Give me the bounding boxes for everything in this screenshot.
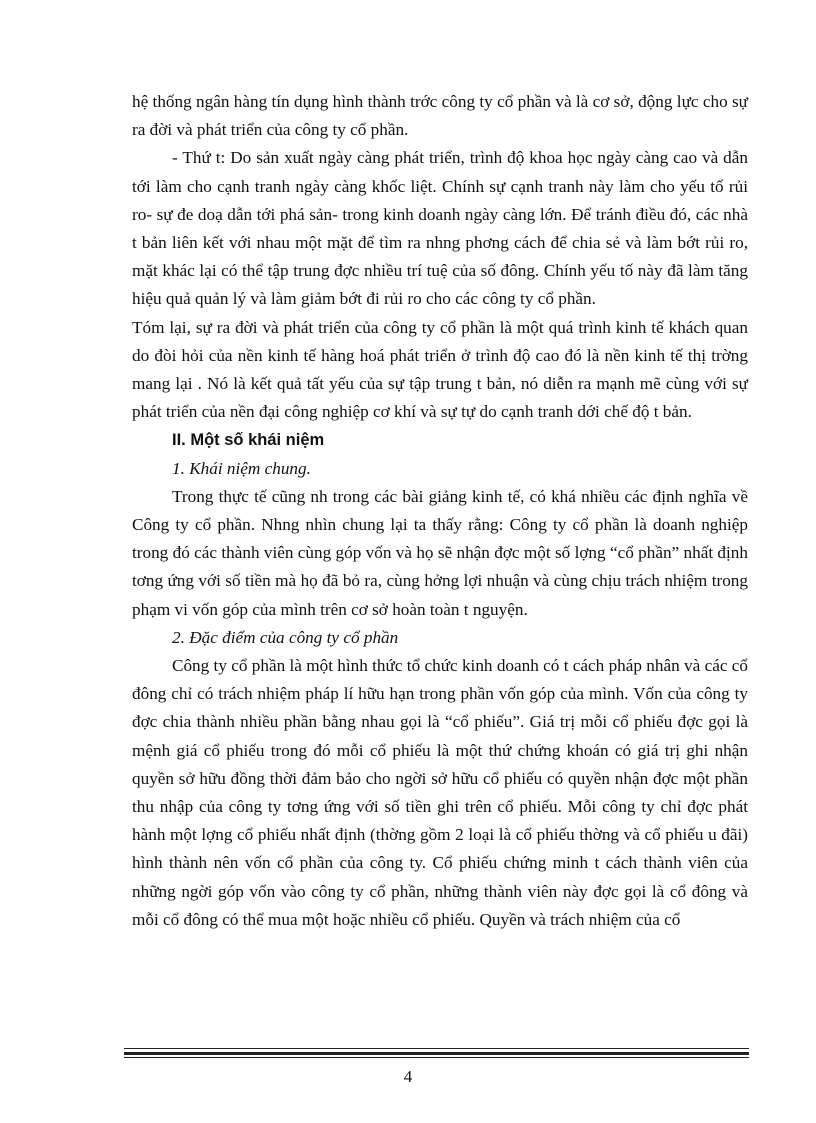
page-number: 4 <box>403 1067 413 1086</box>
paragraph-continuation: hệ thống ngân hàng tín dụng hình thành trớc công ty cổ phần và là cơ sở, động lực cho sự ra đời và phát triển của công ty cổ phần. <box>132 92 748 140</box>
subheading-dac-diem: 2. Đặc điểm của công ty cổ phần <box>172 627 399 647</box>
section-heading: II. Một số khái niệm <box>172 431 325 450</box>
paragraph-definition: Trong thực tế cũng nh trong các bài giảng kinh tế, có khá nhiều các định nghĩa về Công ty cổ phần. Nhng nhìn chung lại ta thấy rằng: Công ty cổ phần là doanh nghiệp trong đó các thành viên cùng góp vốn và họ sẽ nhận đợc một số lợng “cổ phần” nhất định tơng ứng với số tiền mà họ đã bỏ ra, cùng hởng lợi nhuận và cùng chịu trách nhiệm trong phạm vi vốn góp của mình trên cơ sở hoàn toàn t nguyện. <box>132 486 748 619</box>
body-text <box>132 88 748 934</box>
footer-rule-middle <box>124 1052 749 1055</box>
subheading-khai-niem-chung: 1. Khái niệm chung. <box>172 458 311 478</box>
footer-rule-top <box>124 1048 749 1049</box>
paragraph-tom-lai: Tóm lại, sự ra đời và phát triển của công ty cổ phần là một quá trình kinh tế khách quan do đòi hỏi của nền kinh tế hàng hoá phát triển ở trình độ cao đó là nền kinh tế thị trờng mang lại . Nó là kết quả tất yếu của sự tập trung t bản, nó diễn ra mạnh mẽ cùng với sự phát triển của nền đại công nghiệp cơ khí và sự tự do cạnh tranh dới chế độ t bản. <box>132 317 748 422</box>
paragraph-thu-tu: - Thứ t: Do sản xuất ngày càng phát triển, trình độ khoa học ngày càng cao và dẫn tới làm cho cạnh tranh ngày càng khốc liệt. Chính sự cạnh tranh này làm cho yếu tố rủi ro- sự đe doạ dẫn tới phá sản- trong kinh doanh ngày càng lớn. Để tránh điều đó, các nhà t bản liên kết với nhau một mặt để tìm ra nhng phơng cách để chia sẻ và làm bớt rủi ro, mặt khác lại có thể tập trung đợc nhiều trí tuệ của số đông. Chính yếu tố này đã làm tăng hiệu quả quản lý và làm giảm bớt đi rủi ro cho các công ty cổ phần. <box>132 148 748 309</box>
footer-rule-bottom <box>124 1057 749 1058</box>
paragraph-characteristics: Công ty cổ phần là một hình thức tổ chức kinh doanh có t cách pháp nhân và các cổ đông chỉ có trách nhiệm pháp lí hữu hạn trong phần vốn góp của mình. Vốn của công ty đợc chia thành nhiều phần bằng nhau gọi là “cổ phiếu”. Giá trị mỗi cổ phiếu đợc gọi là mệnh giá cổ phiếu trong đó mỗi cổ phiếu là một thứ chứng khoán có giá trị ghi nhận quyền sở hữu đồng thời đảm bảo cho ngời sở hữu cổ phiếu có quyền nhận đợc một phần thu nhập của công ty tơng ứng với số tiền ghi trên cổ phiếu. Mỗi công ty chỉ đợc phát hành một lợng cổ phiếu nhất định (thờng gồm 2 loại là cổ phiếu thờng và cổ phiếu u đãi) hình thành nên vốn cổ phần của công ty. Cổ phiếu chứng minh t cách thành viên của những ngời góp vốn vào công ty cổ phần, những thành viên này đợc gọi là cổ đông và mỗi cổ đông có thể mua một hoặc nhiều cổ phiếu. Quyền và trách nhiệm của cổ <box>132 656 748 929</box>
